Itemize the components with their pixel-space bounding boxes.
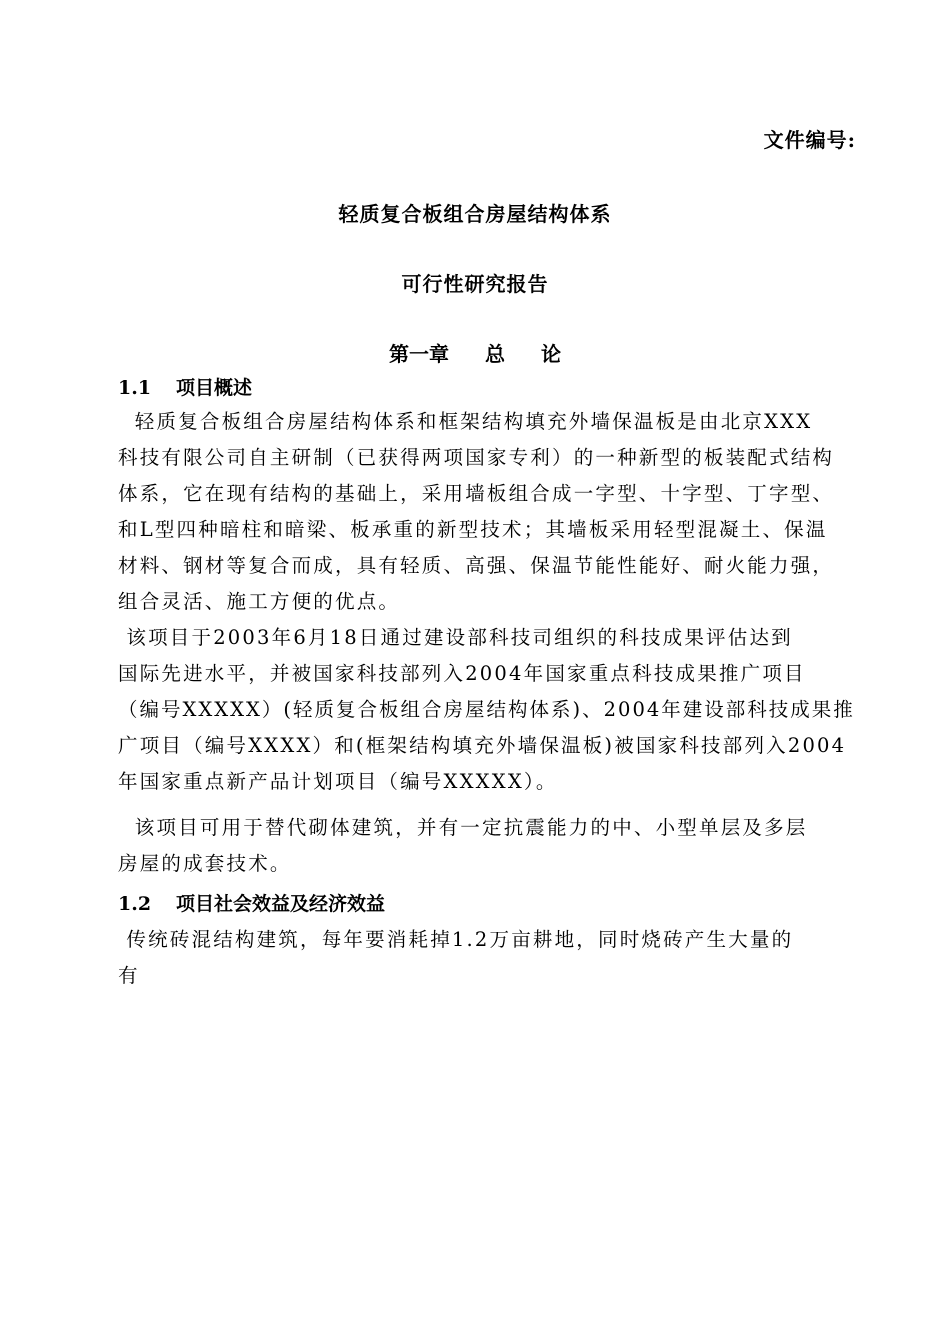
section-title: 项目概述 [176, 377, 253, 399]
paragraph-line: 该项目可用于替代砌体建筑，并有一定抗震能力的中、小型单层及多层 [118, 816, 808, 839]
chapter-heading [0, 338, 950, 367]
paragraph-line: 年国家重点新产品计划项目（编号XXXXX）。 [118, 770, 558, 793]
paragraph-line: 和L型四种暗柱和暗梁、板承重的新型技术；其墙板采用轻型混凝土、保温 [118, 518, 828, 541]
paragraph-line: 该项目于2003年6月18日通过建设部科技司组织的科技成果评估达到 [118, 626, 793, 649]
paragraph-line: 国际先进水平，并被国家科技部列入2004年国家重点科技成果推广项目 [118, 662, 806, 685]
section-number: 1.2 [118, 893, 152, 915]
paragraph-line: 组合灵活、施工方便的优点。 [118, 590, 401, 613]
paragraph-line: 材料、钢材等复合而成，具有轻质、高强、保温节能性能好、耐火能力强， [118, 554, 835, 577]
report-subtitle: 可行性研究报告 [401, 272, 549, 296]
paragraph-line: 科技有限公司自主研制（已获得两项国家专利）的一种新型的板装配式结构 [118, 446, 835, 469]
chapter-number: 第一章 [389, 342, 449, 366]
section-title: 项目社会效益及经济效益 [176, 893, 386, 915]
paragraph-line: 有 [118, 964, 140, 987]
chapter-title-char-1: 总 [485, 342, 505, 366]
chapter-title-char-2: 论 [541, 342, 561, 366]
paragraph-line: （编号XXXXX）(轻质复合板组合房屋结构体系)、2004年建设部科技成果推 [118, 698, 855, 721]
section-number: 1.1 [118, 377, 152, 399]
document-number-label: 文件编号: [763, 128, 856, 152]
section-heading-1-1 [118, 373, 252, 400]
section-heading-1-2 [118, 889, 385, 916]
paragraph-line: 广项目（编号XXXX）和(框架结构填充外墙保温板)被国家科技部列入2004 [118, 734, 847, 757]
report-title: 轻质复合板组合房屋结构体系 [338, 202, 612, 226]
paragraph-line: 体系，它在现有结构的基础上，采用墙板组合成一字型、十字型、丁字型、 [118, 482, 835, 505]
paragraph-line: 传统砖混结构建筑，每年要消耗掉1.2万亩耕地，同时烧砖产生大量的 [118, 928, 794, 951]
paragraph-line: 轻质复合板组合房屋结构体系和框架结构填充外墙保温板是由北京XXX [118, 410, 813, 433]
paragraph-line: 房屋的成套技术。 [118, 852, 292, 875]
